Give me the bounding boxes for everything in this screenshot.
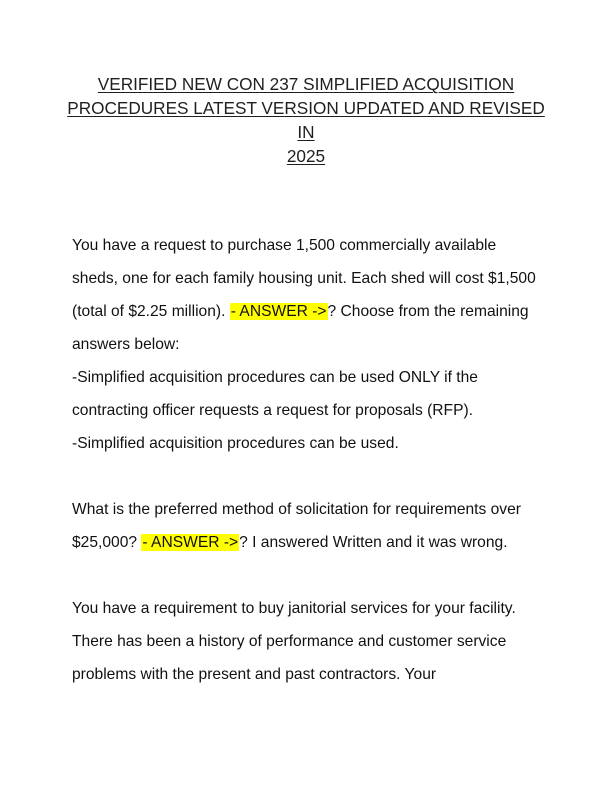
title-line-1: VERIFIED NEW CON 237 SIMPLIFIED ACQUISITION	[97, 74, 515, 94]
question-2	[72, 493, 542, 559]
answer-highlight-1: - ANSWER ->	[230, 303, 327, 320]
answer-highlight-2: - ANSWER ->	[142, 534, 239, 551]
question-1-text: You have a request to purchase 1,500 commercially available sheds, one for each family housing unit. Each shed will cost $1,500 (total of $2.25 million).	[72, 237, 536, 320]
document-title	[60, 72, 552, 168]
question-2-suffix: ? I answered Written and it was wrong.	[239, 534, 508, 551]
question-1-suffix: ? Choose from the remaining answers below:	[72, 303, 529, 353]
question-1-option-2: -Simplified acquisition procedures can be used.	[72, 435, 399, 452]
question-1-option-1: -Simplified acquisition procedures can be used ONLY if the contracting officer requests a request for proposals (RFP).	[72, 369, 478, 419]
paragraph-gap	[72, 460, 542, 493]
document-body	[72, 229, 542, 691]
question-2-text: What is the preferred method of solicitation for requirements over $25,000?	[72, 501, 521, 551]
question-1	[72, 229, 542, 361]
title-line-3: 2025	[286, 146, 326, 166]
paragraph-gap	[72, 559, 542, 592]
title-line-2: PROCEDURES LATEST VERSION UPDATED AND REVISED IN	[67, 98, 545, 142]
question-3: You have a requirement to buy janitorial services for your facility. There has been a history of performance and customer service problems with the present and past contractors. Your	[72, 600, 516, 683]
